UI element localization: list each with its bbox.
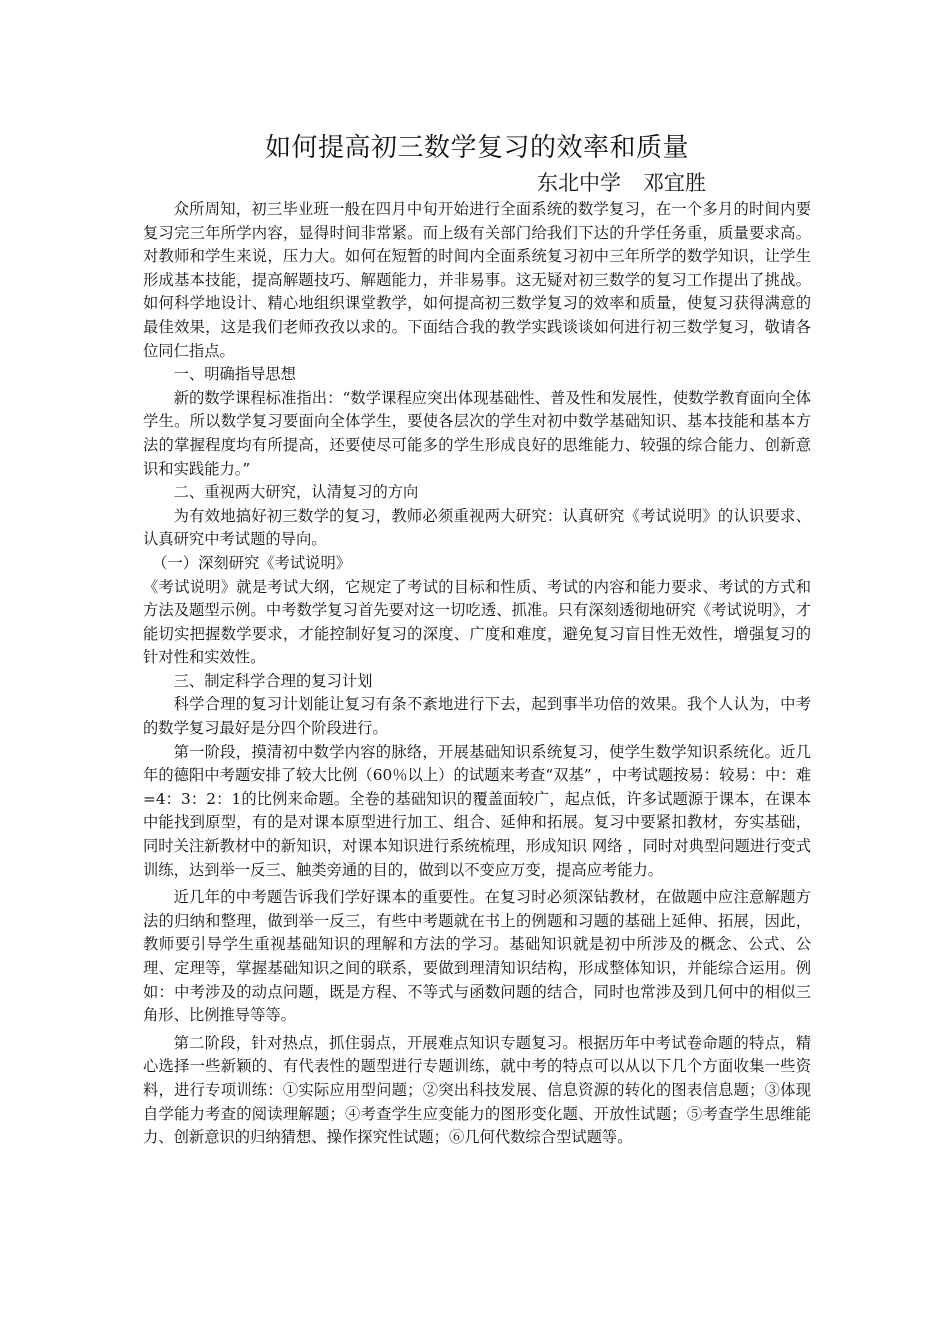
paragraph-textbook-importance: 近几年的中考题告诉我们学好课本的重要性。在复习时必须深钻教材，在做题中应注意解题方法的归纳和整理，做到举一反三，有些中考题就在书上的例题和习题的基础上延伸、拓展，因此，教师要引导学生重视基础知识的理解和方法的学习。基础知识就是初中所涉及的概念、公式、公理、定理等，掌握基础知识之间的联系，要做到理清知识结构，形成整体知识，并能综合运用。例如：中考涉及的动点问题，既是方程、不等式与函数问题的结合，同时也常涉及到几何中的相似三角形、比例推导等等。 [143, 888, 811, 1025]
paragraph-stage-one: 第一阶段，摸清初中数学内容的脉络，开展基础知识系统复习，使学生数学知识系统化。近几年的德阳中考题安排了较大比例（60％以上）的试题来考查“双基” ，中考试题按易：较易：中：难=4：3：2：1的比例来命题。全卷的基础知识的覆盖面较广，起点低，许多试题源于课本，在课本中能找到原型，有的是对课本原型进行加工、组合、延伸和拓展。复习中要紧扣教材，夯实基础，同时关注新教材中的新知识，对课本知识进行系统梳理，形成知识 网络 ，同时对典型问题进行变式训练，达到举一反三、触类旁通的目的，做到以不变应万变，提高应考能力。 [143, 742, 811, 879]
paragraph-stage-two: 第二阶段，针对热点，抓住弱点，开展难点知识专题复习。根据历年中考试卷命题的特点，精心选择一些新颖的、有代表性的题型进行专题训练，就中考的特点可以从以下几个方面收集一些资料，进行专项训练：①实际应用型问题；②突出科技发展、信息资源的转化的图表信息题；③体现自学能力考查的阅读理解题；④考查学生应变能力的图形变化题、开放性试题；⑤考查学生思维能力、创新意识的归纳猜想、操作探究性试题；⑥几何代数综合型试题等。 [143, 1033, 811, 1147]
document-title: 如何提高初三数学复习的效率和质量 [264, 133, 689, 163]
subsection-heading-2a: （一）深刻研究《考试说明》 [152, 553, 352, 572]
paragraph-exam-guide: 《考试说明》就是考试大纲，它规定了考试的目标和性质、考试的内容和能力要求、考试的方式和方法及题型示例。中考数学复习首先要对这一切吃透、抓准。只有深刻透彻地研究《考试说明》，才能切实把握数学要求，才能控制好复习的深度、广度和难度，避免复习盲目性无效性，增强复习的针对性和实效性。 [143, 577, 811, 667]
section-heading-2: 二、重视两大研究，认清复习的方向 [173, 483, 419, 502]
paragraph-review-plan: 科学合理的复习计划能让复习有条不紊地进行下去，起到事半功倍的效果。我个人认为，中考的数学复习最好是分四个阶段进行。 [143, 695, 811, 738]
section-heading-1: 一、明确指导思想 [173, 365, 296, 384]
intro-paragraph: 众所周知，初三毕业班一般在四月中旬开始进行全面系统的数学复习，在一个多月的时间内要复习完三年所学内容，显得时间非常紧。而上级有关部门给我们下达的升学任务重，质量要求高。对教师和学生来说，压力大。如何在短暂的时间内全面系统复习初中三年所学的数学知识，让学生形成基本技能，提高解题技巧、解题能力，并非易事。这无疑对初三数学的复习工作提出了挑战。如何科学地设计、精心地组织课堂教学，如何提高初三数学复习的效率和质量，使复习获得满意的最佳效果，这是我们老师孜孜以求的。下面结合我的教学实践谈谈如何进行初三数学复习，敬请各位同仁指点。 [143, 200, 811, 360]
paragraph-curriculum: 新的数学课程标准指出：“数学课程应突出体现基础性、普及性和发展性，使数学教育面向全体学生。所以数学复习要面向全体学生，要使各层次的学生对初中数学基础知识、基本技能和基本方法的掌握程度均有所提高，还要使尽可能多的学生形成良好的思维能力、较强的综合能力、创新意识和实践能力。” [143, 388, 811, 478]
document-page [143, 128, 811, 1150]
author-school: 东北中学 [537, 171, 621, 195]
author-name: 邓宜胜 [643, 171, 706, 195]
paragraph-two-studies: 为有效地搞好初三数学的复习，教师必须重视两大研究：认真研究《考试说明》的认识要求、认真研究中考试题的导向。 [143, 506, 811, 549]
section-heading-3: 三、制定科学合理的复习计划 [173, 671, 373, 690]
author-line [143, 168, 811, 198]
